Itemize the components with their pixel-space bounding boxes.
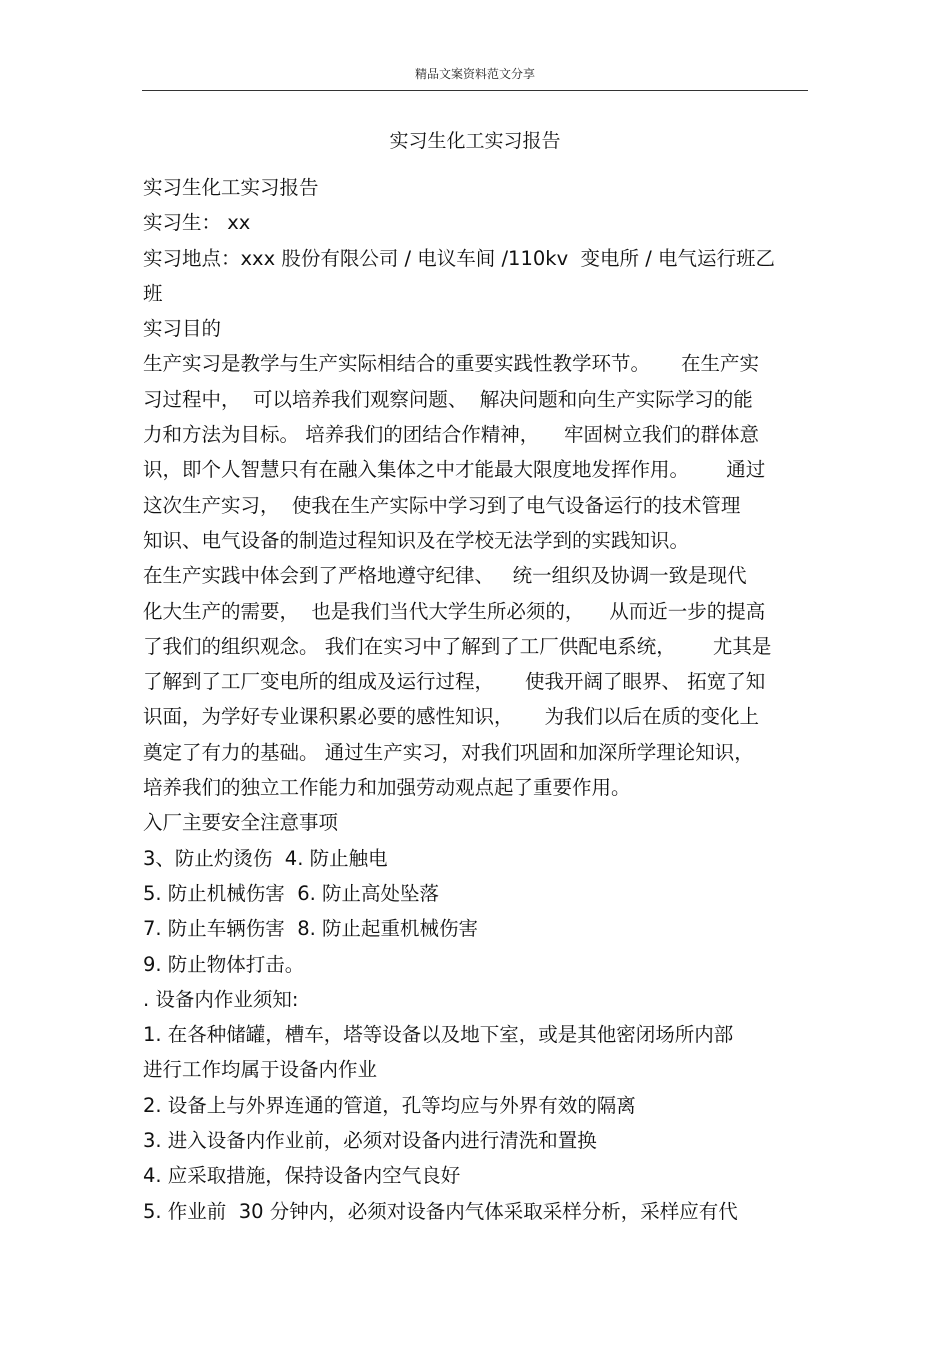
body-line: 了解到了工厂变电所的组成及运行过程， 使我开阔了眼界、 拓宽了知 [143,670,766,694]
body-line: 1. 在各种储罐，槽车，塔等设备以及地下室，或是其他密闭场所内部 [143,1023,734,1047]
body-line: 9. 防止物体打击。 [143,952,305,976]
body-line: 进行工作均属于设备内作业 [143,1058,378,1082]
body-line: 7. 防止车辆伤害 8. 防止起重机械伤害 [143,917,479,941]
document-title: 实习生化工实习报告 [389,130,561,152]
header-divider [142,90,808,91]
body-line: 识，即个人智慧只有在融入集体之中才能最大限度地发挥作用。 通过 [143,458,766,482]
body-line: 2. 设备上与外界连通的管道，孔等均应与外界有效的隔离 [143,1093,636,1117]
body-line: 实习目的 [143,317,222,341]
body-line: 这次生产实习， 使我在生产实际中学习到了电气设备运行的技术管理 [143,493,741,517]
body-line: 5. 作业前 30 分钟内，必须对设备内气体采取采样分析，采样应有代 [143,1199,738,1223]
body-line: 3. 进入设备内作业前，必须对设备内进行清洗和置换 [143,1129,597,1153]
body-line: 入厂主要安全注意事项 [143,811,339,835]
body-line: 了我们的组织观念。 我们在实习中了解到了工厂供配电系统， 尤其是 [143,634,772,658]
body-line: 生产实习是教学与生产实际相结合的重要实践性教学环节。 在生产实 [143,352,759,376]
document-body [143,170,808,1229]
body-line: 力和方法为目标。 培养我们的团结合作精神， 牢固树立我们的群体意 [143,423,759,447]
page-header: 精品文案资料范文分享 [414,67,535,81]
body-line: 实习生化工实习报告 [143,176,319,199]
body-line: 习过程中， 可以培养我们观察问题、 解决问题和向生产实际学习的能 [143,387,753,411]
body-line: 知识、电气设备的制造过程知识及在学校无法学到的实践知识。 [143,528,690,552]
body-line: 实习地点：xxx 股份有限公司 / 电议车间 /110kv 变电所 / 电气运行班乙 [143,246,775,270]
body-line: 3、防止灼烫伤 4. 防止触电 [143,846,388,870]
body-line: 奠定了有力的基础。 通过生产实习，对我们巩固和加深所学理论知识， [143,740,754,764]
body-line: 实习生： xx [143,211,251,235]
body-line: 班 [143,281,163,305]
body-line: 在生产实践中体会到了严格地遵守纪律、 统一组织及协调一致是现代 [143,564,747,588]
body-line: 5. 防止机械伤害 6. 防止高处坠落 [143,881,440,905]
body-line: 培养我们的独立工作能力和加强劳动观点起了重要作用。 [143,776,631,800]
body-line: 4. 应采取措施，保持设备内空气良好 [143,1164,461,1188]
body-line: . 设备内作业须知: [143,987,299,1011]
body-line: 识面，为学好专业课积累必要的感性知识， 为我们以后在质的变化上 [143,705,759,729]
body-line: 化大生产的需要， 也是我们当代大学生所必须的， 从而近一步的提高 [143,599,766,623]
